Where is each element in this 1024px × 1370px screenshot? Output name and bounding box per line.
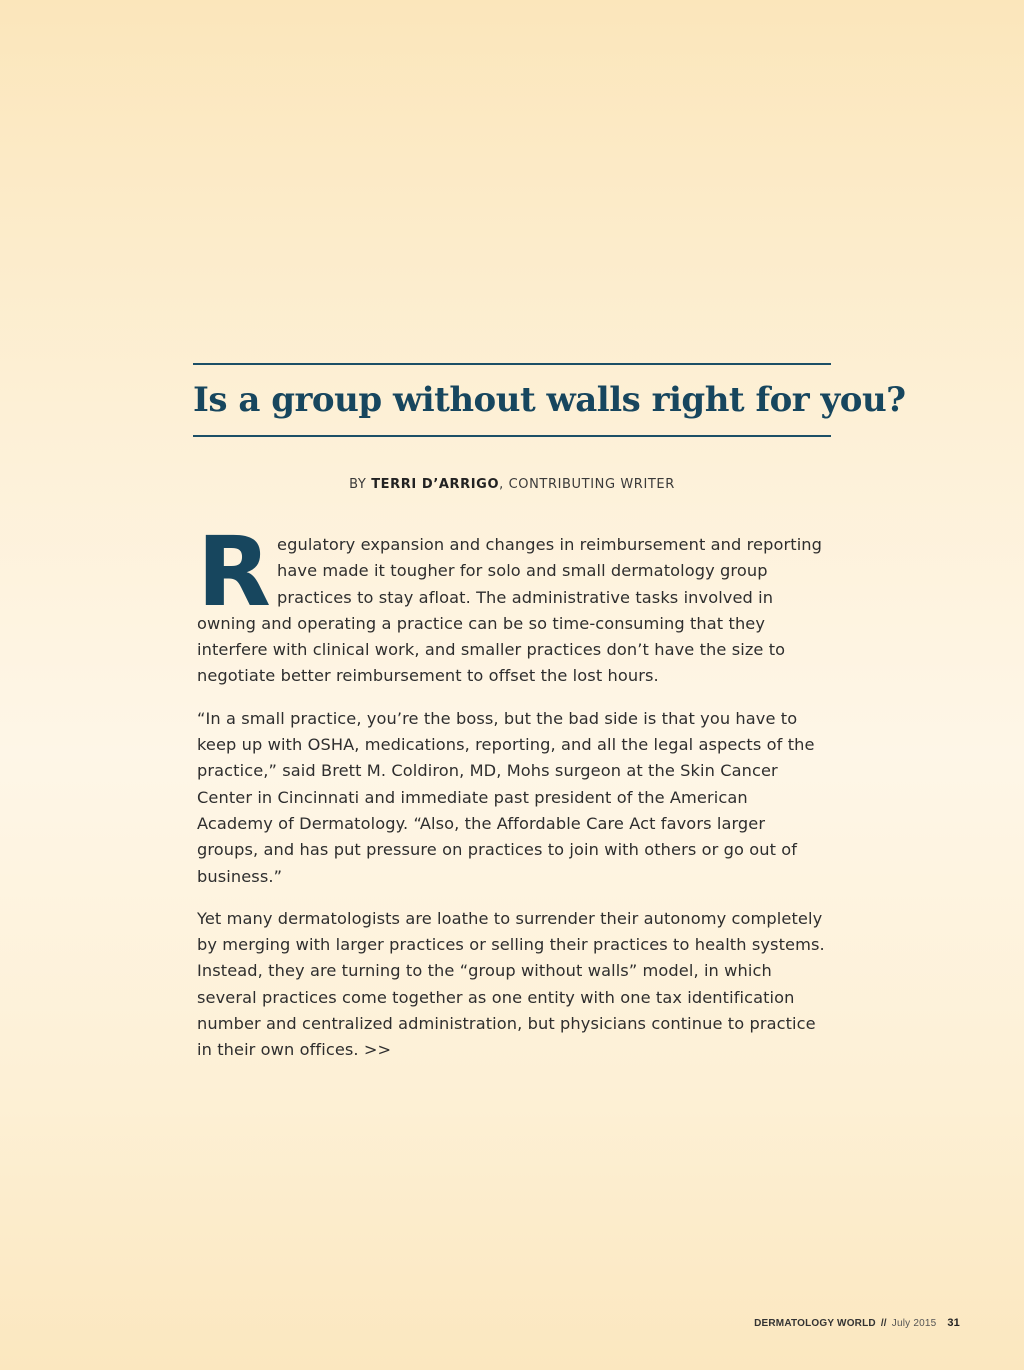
title-block (193, 363, 906, 437)
byline-prefix: BY (349, 477, 372, 492)
article-body (193, 516, 831, 1064)
page-number: 31 (947, 1317, 960, 1329)
paragraph-2: “In a small practice, you’re the boss, but the bad side is that you have to keep up with OSHA, medications, reporting, and all the legal aspects of the practice,” said Brett M. Coldiron, MD, Mohs surgeon at the Skin Cancer Center in Cincinnati and immediate past president of the American Academy of Dermatology. “Also, the Affordable Care Act favors larger groups, and has put pressure on practices to join with others or go out of business.” (197, 708, 815, 886)
page-footer (754, 1317, 960, 1329)
paragraph-3: Yet many dermatologists are loathe to surrender their autonomy completely by merging with larger practices or selling their practices to health systems. Instead, they are turning to the “group without walls” model, in which several practices come together as one entity with one tax identification number and centralized administration, but physicians continue to practice in their own offices. >> (197, 908, 825, 1060)
byline-author: TERRI D’ARRIGO (371, 477, 500, 492)
article (193, 363, 906, 1080)
byline (193, 477, 831, 492)
article-title: Is a group without walls right for you? (193, 380, 906, 420)
publication-name: DERMATOLOGY WORLD (754, 1318, 876, 1329)
issue-date: July 2015 (891, 1318, 937, 1329)
byline-role: , CONTRIBUTING WRITER (499, 477, 675, 492)
footer-separator: // (880, 1318, 887, 1329)
paragraph-1-text: egulatory expansion and changes in reimbursement and reporting have made it tougher for solo and small dermatology group practices to stay afloat. The administrative tasks involved in owning and operating a practice can be so time-consuming that they interfere with clinical work, and smaller practices don’t have the size to negotiate better reimbursement to offset the lost hours. (197, 535, 823, 686)
drop-cap: R (197, 516, 272, 628)
paragraph-1 (197, 516, 825, 690)
